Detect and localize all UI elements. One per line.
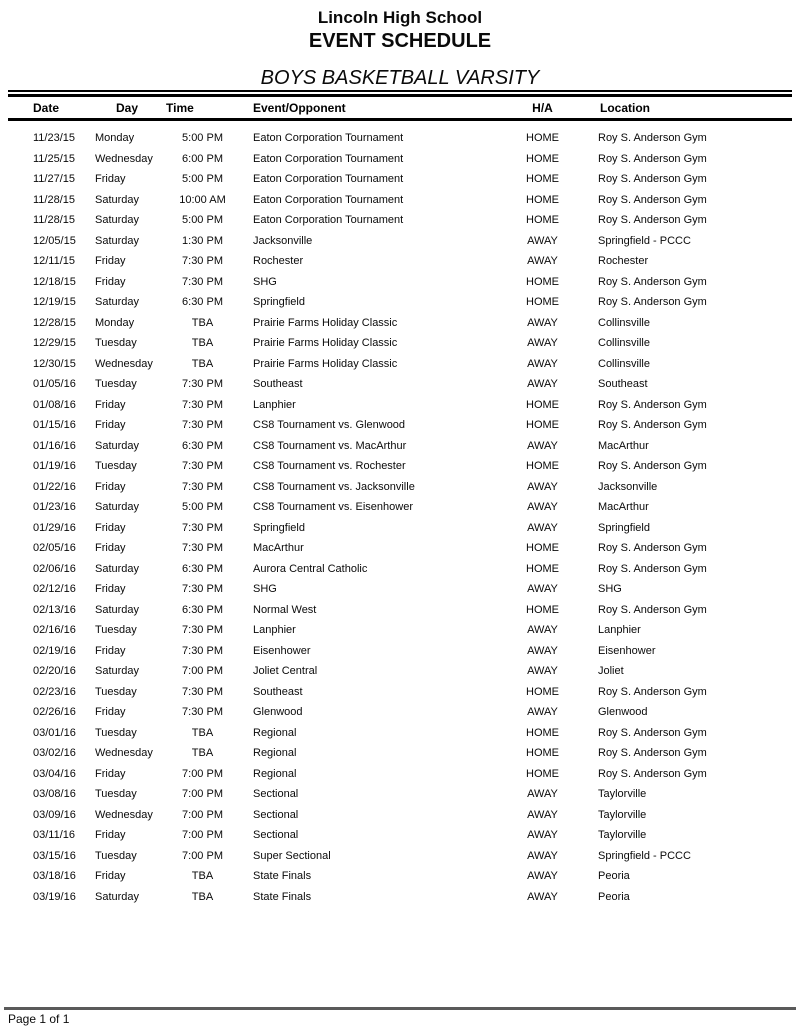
cell-time: 7:30 PM: [182, 398, 223, 411]
cell-home-away: HOME: [526, 152, 559, 165]
header-top-rule: [8, 90, 792, 92]
cell-location: Roy S. Anderson Gym: [598, 214, 707, 227]
cell-time: 7:30 PM: [182, 378, 223, 391]
cell-date: 03/08/16: [33, 788, 76, 801]
cell-home-away: AWAY: [527, 357, 558, 370]
cell-time: 7:00 PM: [182, 665, 223, 678]
cell-home-away: HOME: [526, 419, 559, 432]
table-row: [8, 825, 792, 846]
cell-event-opponent: CS8 Tournament vs. Glenwood: [253, 419, 406, 432]
cell-time: 6:30 PM: [182, 296, 223, 309]
cell-home-away: AWAY: [527, 316, 558, 329]
cell-time: 7:30 PM: [182, 275, 223, 288]
table-row: [8, 784, 792, 805]
table-row: [8, 518, 792, 539]
cell-event-opponent: CS8 Tournament vs. Eisenhower: [253, 501, 413, 514]
cell-time: 7:00 PM: [182, 788, 223, 801]
table-row: [8, 149, 792, 170]
table-row: [8, 436, 792, 457]
cell-home-away: AWAY: [527, 439, 558, 452]
cell-location: Roy S. Anderson Gym: [598, 193, 707, 206]
cell-home-away: AWAY: [527, 788, 558, 801]
table-row: [8, 354, 792, 375]
cell-day: Friday: [95, 644, 126, 657]
cell-event-opponent: SHG: [253, 275, 277, 288]
cell-time: 7:30 PM: [182, 706, 223, 719]
cell-date: 01/22/16: [33, 480, 76, 493]
cell-event-opponent: State Finals: [253, 870, 312, 883]
cell-location: MacArthur: [598, 501, 649, 514]
page-indicator: Page 1 of 1: [8, 1012, 70, 1026]
cell-date: 12/30/15: [33, 357, 76, 370]
table-row: [8, 600, 792, 621]
cell-date: 03/01/16: [33, 726, 76, 739]
cell-time: TBA: [191, 357, 214, 370]
cell-day: Friday: [95, 419, 126, 432]
cell-location: Roy S. Anderson Gym: [598, 398, 707, 411]
table-row: [8, 292, 792, 313]
table-row: [8, 415, 792, 436]
cell-day: Saturday: [95, 562, 140, 575]
cell-time: 7:00 PM: [182, 767, 223, 780]
cell-date: 01/19/16: [33, 460, 76, 473]
cell-date: 02/19/16: [33, 644, 76, 657]
table-header-row: [8, 97, 792, 120]
cell-location: Springfield - PCCC: [598, 234, 691, 247]
cell-location: Roy S. Anderson Gym: [598, 132, 707, 145]
cell-location: Roy S. Anderson Gym: [598, 562, 707, 575]
cell-event-opponent: MacArthur: [253, 542, 304, 555]
cell-day: Saturday: [95, 665, 140, 678]
cell-day: Tuesday: [95, 849, 137, 862]
cell-day: Tuesday: [95, 726, 137, 739]
table-row: [8, 210, 792, 231]
cell-home-away: HOME: [526, 747, 559, 760]
table-row: [8, 313, 792, 334]
cell-event-opponent: CS8 Tournament vs. MacArthur: [253, 439, 407, 452]
cell-time: TBA: [191, 890, 214, 903]
col-header-day: Day: [95, 97, 165, 120]
cell-event-opponent: Sectional: [253, 808, 299, 821]
cell-home-away: AWAY: [527, 870, 558, 883]
cell-day: Tuesday: [95, 460, 137, 473]
cell-date: 03/15/16: [33, 849, 76, 862]
col-header-date: Date: [8, 97, 95, 120]
cell-day: Wednesday: [95, 808, 153, 821]
cell-event-opponent: Prairie Farms Holiday Classic: [253, 337, 398, 350]
cell-time: 7:30 PM: [182, 521, 223, 534]
cell-time: 1:30 PM: [182, 234, 223, 247]
cell-event-opponent: Regional: [253, 767, 297, 780]
cell-day: Monday: [95, 316, 135, 329]
cell-location: Roy S. Anderson Gym: [598, 460, 707, 473]
cell-time: 5:00 PM: [182, 501, 223, 514]
table-row: [8, 231, 792, 252]
cell-event-opponent: SHG: [253, 583, 277, 596]
cell-event-opponent: State Finals: [253, 890, 312, 903]
cell-day: Saturday: [95, 193, 140, 206]
cell-day: Friday: [95, 706, 126, 719]
cell-date: 12/29/15: [33, 337, 76, 350]
table-row: [8, 743, 792, 764]
cell-event-opponent: Lanphier: [253, 398, 296, 411]
cell-time: 7:30 PM: [182, 583, 223, 596]
cell-location: Roy S. Anderson Gym: [598, 603, 707, 616]
cell-date: 11/27/15: [33, 173, 76, 186]
cell-day: Saturday: [95, 214, 140, 227]
cell-day: Saturday: [95, 890, 140, 903]
cell-date: 12/05/15: [33, 234, 76, 247]
table-row: [8, 559, 792, 580]
cell-location: Taylorville: [598, 808, 647, 821]
cell-time: 7:00 PM: [182, 808, 223, 821]
cell-home-away: AWAY: [527, 624, 558, 637]
document-title: EVENT SCHEDULE: [308, 30, 492, 52]
cell-home-away: HOME: [526, 562, 559, 575]
cell-event-opponent: Eisenhower: [253, 644, 311, 657]
table-row: [8, 887, 792, 908]
cell-time: 7:30 PM: [182, 419, 223, 432]
cell-location: Peoria: [598, 890, 630, 903]
cell-event-opponent: Eaton Corporation Tournament: [253, 193, 404, 206]
cell-day: Wednesday: [95, 357, 153, 370]
cell-location: Collinsville: [598, 337, 650, 350]
cell-time: TBA: [191, 747, 214, 760]
cell-location: Rochester: [598, 255, 649, 268]
cell-time: 7:30 PM: [182, 624, 223, 637]
cell-date: 02/23/16: [33, 685, 76, 698]
cell-date: 02/12/16: [33, 583, 76, 596]
table-row: [8, 251, 792, 272]
table-row: [8, 272, 792, 293]
cell-home-away: AWAY: [527, 583, 558, 596]
cell-location: Lanphier: [598, 624, 641, 637]
schedule-table: [8, 97, 792, 907]
cell-time: TBA: [191, 337, 214, 350]
cell-date: 01/23/16: [33, 501, 76, 514]
cell-location: Roy S. Anderson Gym: [598, 296, 707, 309]
cell-location: Roy S. Anderson Gym: [598, 419, 707, 432]
cell-event-opponent: Aurora Central Catholic: [253, 562, 368, 575]
cell-location: Joliet: [598, 665, 624, 678]
school-title: Lincoln High School: [317, 8, 483, 27]
cell-location: Glenwood: [598, 706, 648, 719]
cell-date: 03/18/16: [33, 870, 76, 883]
cell-event-opponent: Springfield: [253, 296, 305, 309]
cell-home-away: HOME: [526, 173, 559, 186]
cell-date: 01/05/16: [33, 378, 76, 391]
cell-date: 01/16/16: [33, 439, 76, 452]
cell-day: Tuesday: [95, 337, 137, 350]
cell-location: Peoria: [598, 870, 630, 883]
cell-location: Southeast: [598, 378, 648, 391]
cell-time: 5:00 PM: [182, 214, 223, 227]
table-row: [8, 682, 792, 703]
cell-day: Monday: [95, 132, 135, 145]
cell-time: 5:00 PM: [182, 173, 223, 186]
cell-event-opponent: Regional: [253, 726, 297, 739]
cell-day: Friday: [95, 480, 126, 493]
cell-home-away: AWAY: [527, 480, 558, 493]
cell-time: 5:00 PM: [182, 132, 223, 145]
cell-event-opponent: Sectional: [253, 788, 299, 801]
cell-day: Tuesday: [95, 685, 137, 698]
cell-event-opponent: Eaton Corporation Tournament: [253, 152, 404, 165]
cell-day: Saturday: [95, 439, 140, 452]
table-row: [8, 702, 792, 723]
cell-time: TBA: [191, 316, 214, 329]
cell-date: 12/18/15: [33, 275, 76, 288]
cell-home-away: HOME: [526, 460, 559, 473]
table-row: [8, 805, 792, 826]
cell-location: Springfield: [598, 521, 650, 534]
cell-home-away: AWAY: [527, 665, 558, 678]
cell-home-away: HOME: [526, 296, 559, 309]
cell-event-opponent: Normal West: [253, 603, 317, 616]
cell-location: Taylorville: [598, 829, 647, 842]
cell-time: 6:00 PM: [182, 152, 223, 165]
cell-home-away: AWAY: [527, 234, 558, 247]
cell-day: Friday: [95, 275, 126, 288]
cell-home-away: AWAY: [527, 808, 558, 821]
cell-time: 10:00 AM: [179, 193, 226, 206]
cell-home-away: AWAY: [527, 255, 558, 268]
cell-event-opponent: Regional: [253, 747, 297, 760]
table-row: [8, 620, 792, 641]
cell-date: 11/28/15: [33, 193, 76, 206]
table-row: [8, 538, 792, 559]
cell-date: 03/19/16: [33, 890, 76, 903]
cell-event-opponent: CS8 Tournament vs. Jacksonville: [253, 480, 415, 493]
cell-date: 01/08/16: [33, 398, 76, 411]
cell-date: 02/06/16: [33, 562, 76, 575]
cell-home-away: AWAY: [527, 337, 558, 350]
cell-location: Roy S. Anderson Gym: [598, 275, 707, 288]
cell-time: 6:30 PM: [182, 603, 223, 616]
cell-home-away: AWAY: [527, 521, 558, 534]
cell-home-away: AWAY: [527, 706, 558, 719]
cell-day: Tuesday: [95, 624, 137, 637]
cell-day: Friday: [95, 398, 126, 411]
cell-event-opponent: Southeast: [253, 685, 303, 698]
cell-event-opponent: Southeast: [253, 378, 303, 391]
cell-home-away: AWAY: [527, 890, 558, 903]
table-row: [8, 723, 792, 744]
cell-date: 12/19/15: [33, 296, 76, 309]
cell-location: Roy S. Anderson Gym: [598, 747, 707, 760]
cell-time: 7:00 PM: [182, 829, 223, 842]
cell-date: 02/20/16: [33, 665, 76, 678]
schedule-table-body: [8, 120, 792, 908]
cell-home-away: HOME: [526, 214, 559, 227]
cell-location: Roy S. Anderson Gym: [598, 173, 707, 186]
cell-home-away: AWAY: [527, 644, 558, 657]
cell-event-opponent: Springfield: [253, 521, 305, 534]
table-row: [8, 497, 792, 518]
cell-event-opponent: Glenwood: [253, 706, 303, 719]
table-row: [8, 641, 792, 662]
cell-event-opponent: Lanphier: [253, 624, 296, 637]
table-row: [8, 169, 792, 190]
table-row: [8, 190, 792, 211]
cell-day: Saturday: [95, 296, 140, 309]
cell-event-opponent: Eaton Corporation Tournament: [253, 132, 404, 145]
table-row: [8, 846, 792, 867]
cell-day: Saturday: [95, 603, 140, 616]
cell-home-away: HOME: [526, 767, 559, 780]
cell-date: 02/05/16: [33, 542, 76, 555]
cell-day: Friday: [95, 255, 126, 268]
cell-home-away: HOME: [526, 685, 559, 698]
cell-location: MacArthur: [598, 439, 649, 452]
cell-event-opponent: Eaton Corporation Tournament: [253, 214, 404, 227]
cell-day: Friday: [95, 870, 126, 883]
cell-time: 7:30 PM: [182, 685, 223, 698]
cell-event-opponent: CS8 Tournament vs. Rochester: [253, 460, 406, 473]
cell-date: 01/29/16: [33, 521, 76, 534]
cell-day: Friday: [95, 829, 126, 842]
cell-event-opponent: Sectional: [253, 829, 299, 842]
cell-home-away: HOME: [526, 542, 559, 555]
cell-location: Roy S. Anderson Gym: [598, 685, 707, 698]
cell-day: Wednesday: [95, 152, 153, 165]
table-row: [8, 456, 792, 477]
cell-date: 11/28/15: [33, 214, 76, 227]
cell-location: Roy S. Anderson Gym: [598, 767, 707, 780]
col-header-event-opponent: Event/Opponent: [240, 97, 515, 120]
cell-home-away: AWAY: [527, 501, 558, 514]
cell-home-away: HOME: [526, 603, 559, 616]
cell-day: Friday: [95, 173, 126, 186]
cell-date: 01/15/16: [33, 419, 76, 432]
cell-location: SHG: [598, 583, 622, 596]
cell-date: 02/16/16: [33, 624, 76, 637]
cell-location: Taylorville: [598, 788, 647, 801]
cell-event-opponent: Super Sectional: [253, 849, 331, 862]
table-row: [8, 866, 792, 887]
cell-day: Saturday: [95, 501, 140, 514]
cell-location: Jacksonville: [598, 480, 658, 493]
cell-date: 12/11/15: [33, 255, 76, 268]
table-row: [8, 374, 792, 395]
cell-day: Tuesday: [95, 378, 137, 391]
cell-day: Friday: [95, 583, 126, 596]
table-row: [8, 477, 792, 498]
cell-home-away: HOME: [526, 132, 559, 145]
cell-location: Collinsville: [598, 357, 650, 370]
cell-date: 03/02/16: [33, 747, 76, 760]
cell-event-opponent: Rochester: [253, 255, 304, 268]
cell-event-opponent: Eaton Corporation Tournament: [253, 173, 404, 186]
cell-time: TBA: [191, 726, 214, 739]
cell-location: Eisenhower: [598, 644, 656, 657]
cell-date: 02/26/16: [33, 706, 76, 719]
cell-date: 11/23/15: [33, 132, 76, 145]
cell-day: Wednesday: [95, 747, 153, 760]
cell-event-opponent: Prairie Farms Holiday Classic: [253, 316, 398, 329]
cell-time: 7:30 PM: [182, 542, 223, 555]
col-header-home-away: H/A: [515, 97, 570, 120]
cell-home-away: HOME: [526, 398, 559, 411]
cell-day: Friday: [95, 521, 126, 534]
col-header-time: Time: [165, 97, 240, 120]
cell-event-opponent: Joliet Central: [253, 665, 318, 678]
cell-time: TBA: [191, 870, 214, 883]
cell-date: 03/09/16: [33, 808, 76, 821]
team-title: BOYS BASKETBALL VARSITY: [260, 67, 540, 89]
cell-time: 7:30 PM: [182, 460, 223, 473]
cell-date: 03/04/16: [33, 767, 76, 780]
col-header-location: Location: [570, 97, 792, 120]
cell-location: Roy S. Anderson Gym: [598, 152, 707, 165]
cell-day: Tuesday: [95, 788, 137, 801]
cell-date: 03/11/16: [33, 829, 76, 842]
cell-home-away: AWAY: [527, 849, 558, 862]
table-row: [8, 395, 792, 416]
table-row: [8, 333, 792, 354]
cell-time: 7:30 PM: [182, 644, 223, 657]
cell-location: Roy S. Anderson Gym: [598, 542, 707, 555]
cell-time: 6:30 PM: [182, 562, 223, 575]
cell-day: Friday: [95, 767, 126, 780]
cell-home-away: AWAY: [527, 829, 558, 842]
cell-location: Collinsville: [598, 316, 650, 329]
cell-home-away: HOME: [526, 193, 559, 206]
cell-home-away: AWAY: [527, 378, 558, 391]
cell-time: 7:30 PM: [182, 480, 223, 493]
cell-time: 7:00 PM: [182, 849, 223, 862]
cell-day: Saturday: [95, 234, 140, 247]
cell-event-opponent: Prairie Farms Holiday Classic: [253, 357, 398, 370]
cell-location: Roy S. Anderson Gym: [598, 726, 707, 739]
cell-time: 6:30 PM: [182, 439, 223, 452]
cell-date: 11/25/15: [33, 152, 76, 165]
cell-time: 7:30 PM: [182, 255, 223, 268]
cell-home-away: HOME: [526, 275, 559, 288]
table-row: [8, 579, 792, 600]
cell-home-away: HOME: [526, 726, 559, 739]
cell-date: 12/28/15: [33, 316, 76, 329]
footer-divider: [4, 1007, 796, 1010]
cell-day: Friday: [95, 542, 126, 555]
table-row: [8, 120, 792, 149]
cell-date: 02/13/16: [33, 603, 76, 616]
cell-location: Springfield - PCCC: [598, 849, 691, 862]
cell-event-opponent: Jacksonville: [253, 234, 313, 247]
table-row: [8, 661, 792, 682]
table-row: [8, 764, 792, 785]
